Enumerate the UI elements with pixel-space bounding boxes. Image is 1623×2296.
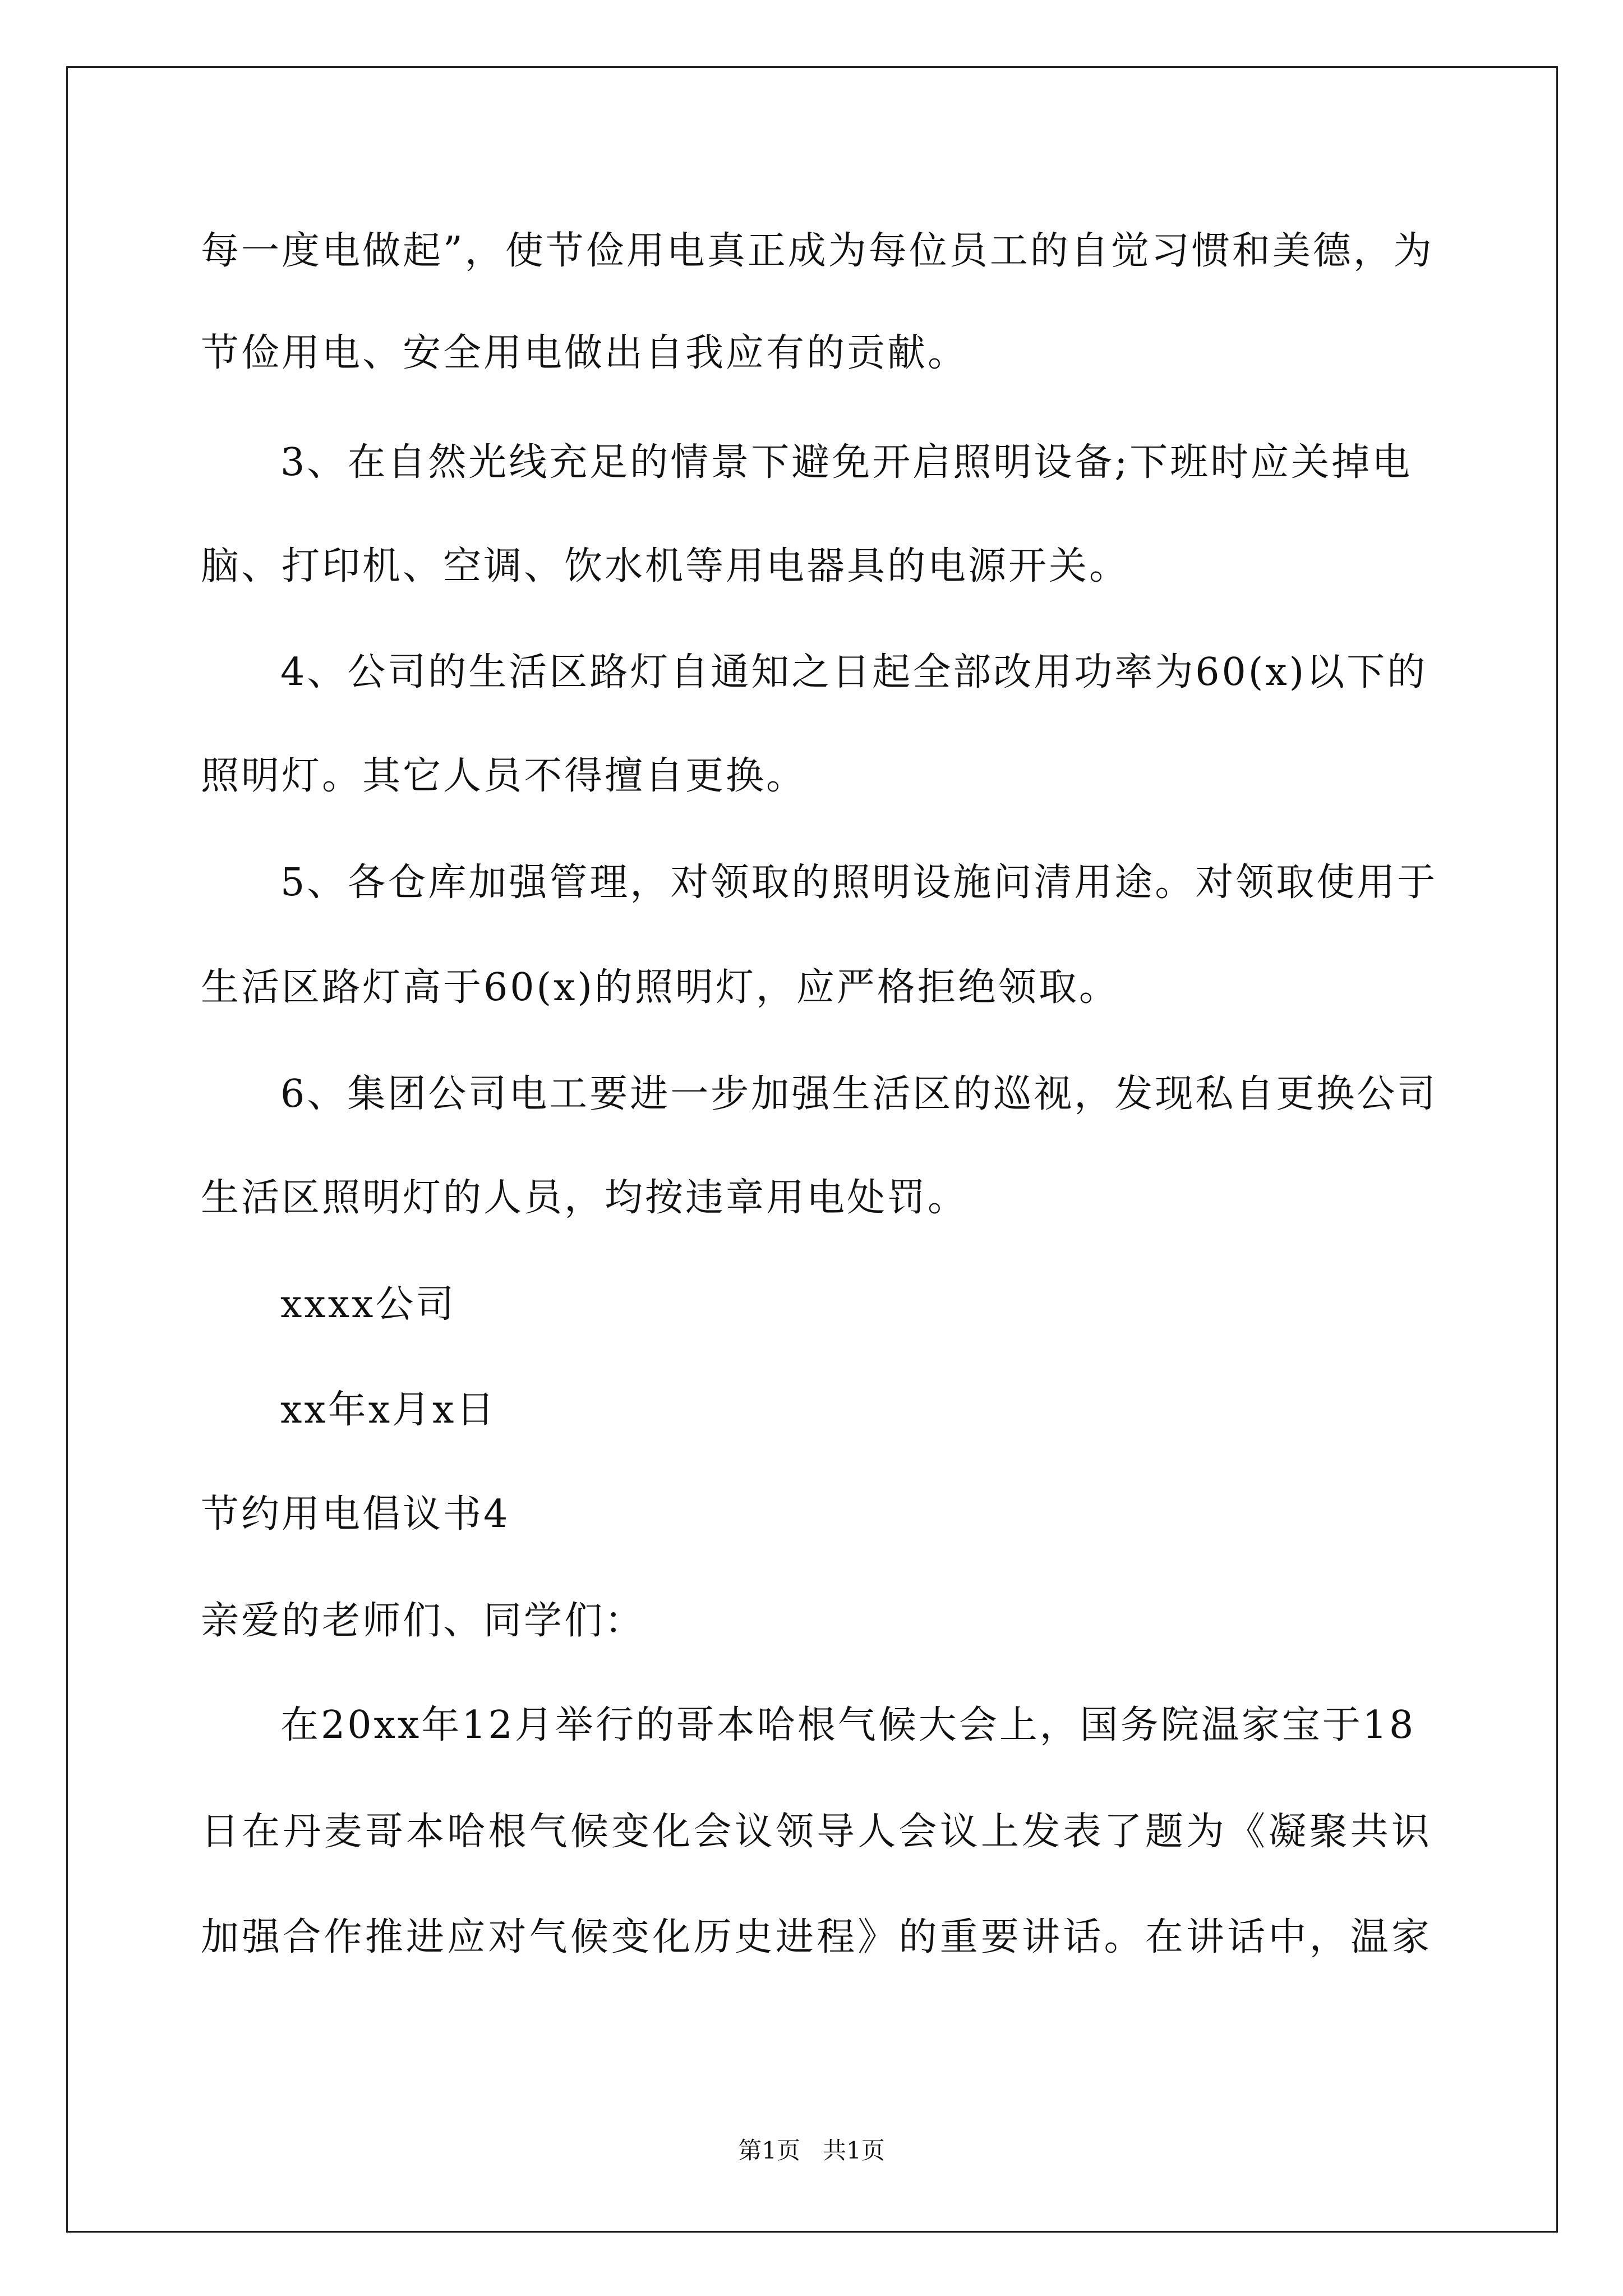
signature-company: xxxx公司 [280,1282,457,1327]
paragraph-line: 6、集团公司电工要进一步加强生活区的巡视，发现私自更换公司 [280,1072,1438,1116]
paragraph-line: 节俭用电、安全用电做出自我应有的贡献。 [201,331,969,375]
salutation: 亲爱的老师们、同学们： [201,1599,645,1643]
paragraph-line: 每一度电做起”，使节俭用电真正成为每位员工的自觉习惯和美德，为 [201,229,1434,273]
paragraph-line: 日在丹麦哥本哈根气候变化会议领导人会议上发表了题为《凝聚共识 [201,1810,1432,1854]
signature-date: xx年x月x日 [280,1388,497,1432]
paragraph-line: 4、公司的生活区路灯自通知之日起全部改用功率为60(x)以下的 [280,650,1428,694]
paragraph-line: 3、在自然光线充足的情景下避免开启照明设备;下班时应关掉电 [280,440,1413,485]
page-number: 第1页 共1页 [738,2137,885,2164]
section-heading: 节约用电倡议书4 [201,1492,510,1536]
paragraph-line: 生活区路灯高于60(x)的照明灯，应严格拒绝领取。 [201,965,1119,1010]
paragraph-line: 5、各仓库加强管理，对领取的照明设施问清用途。对领取使用于 [280,861,1438,905]
paragraph-line: 生活区照明灯的人员，均按违章用电处罚。 [201,1176,969,1220]
paragraph-line: 脑、打印机、空调、饮水机等用电器具的电源开关。 [201,544,1130,588]
page-border [66,66,1558,2233]
paragraph-line: 在20xx年12月举行的哥本哈根气候大会上，国务院温家宝于18 [280,1703,1416,1747]
paragraph-line: 照明灯。其它人员不得擅自更换。 [201,754,807,798]
paragraph-line: 加强合作推进应对气候变化历史进程》的重要讲话。在讲话中，温家 [201,1915,1432,1959]
